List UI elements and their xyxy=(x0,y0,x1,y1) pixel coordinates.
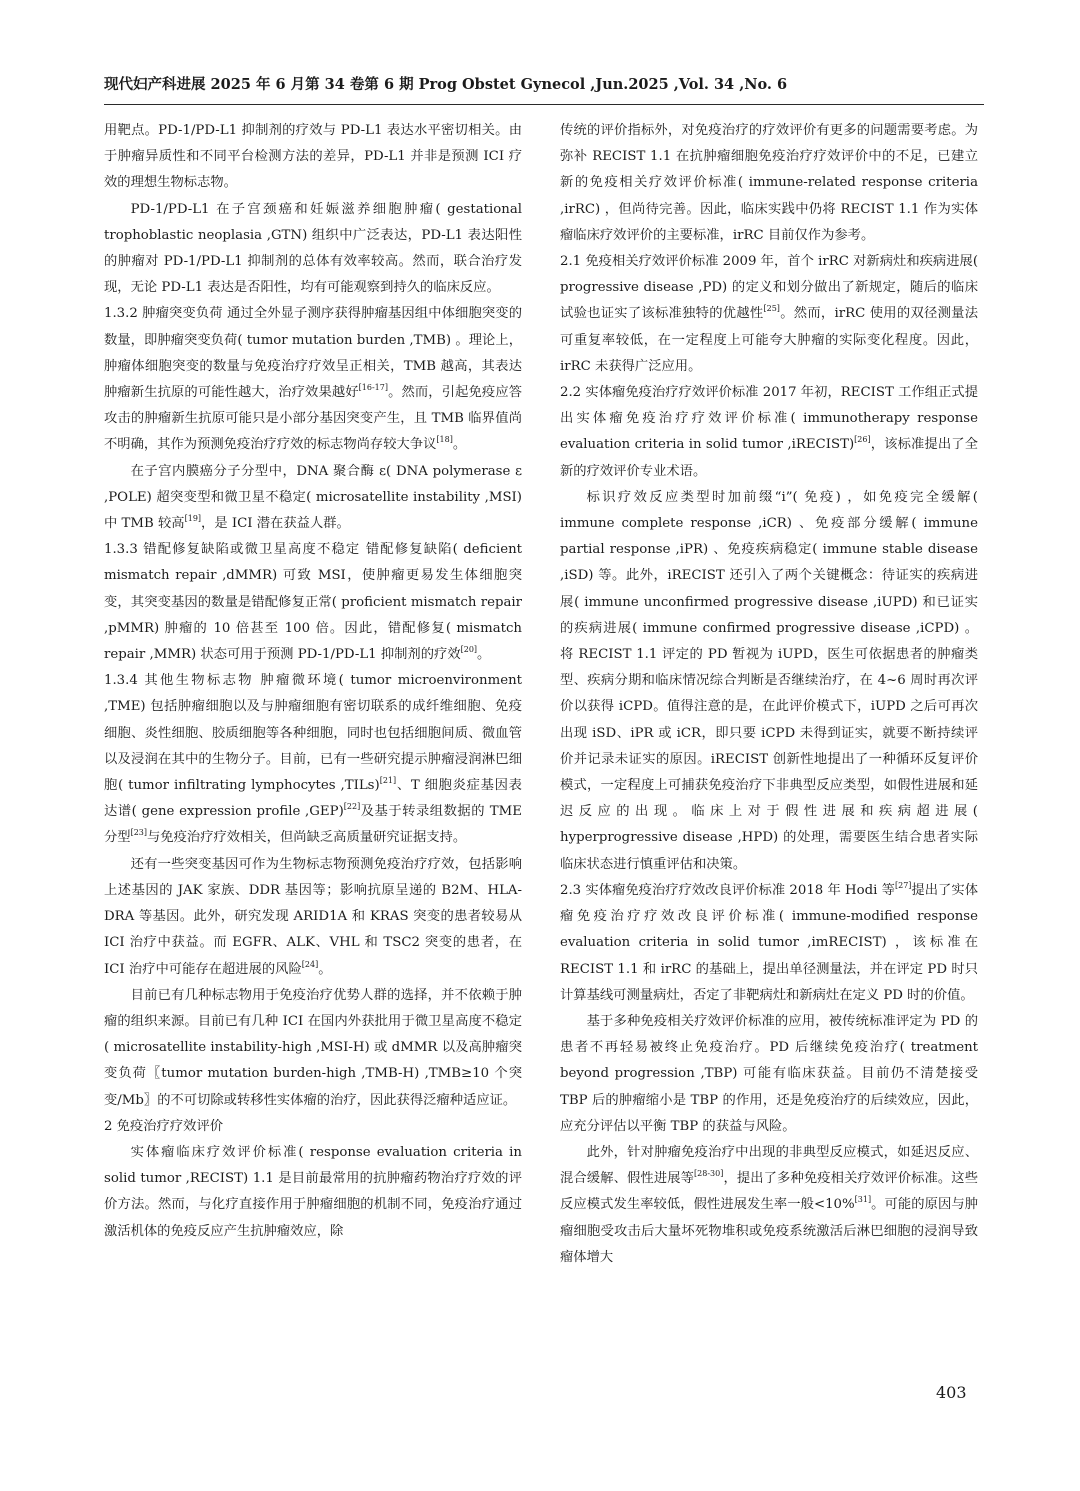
paragraph: 标识疗效反应类型时加前缀“i”( 免疫) ，如免疫完全缓解( immune complete response ,iCR) 、免疫部分缓解( immune partial response ,iPR) 、免疫疾病稳定( immune stable disease ,iSD) 等。此外，iRECIST 还引入了两个关键概念：待证实的疾病进展( immune unconfirmed progressive disease ,iUPD) 和已证实的疾病进展( immune confirmed progressive disease ,iCPD) 。将 RECIST 1.1 评定的 PD 暂视为 iUPD，医生可依据患者的肿瘤类型、疾病分期和临床情况综合判断是否继续治疗，在 4~6 周时再次评价以获得 iCPD。值得注意的是，在此评价模式下，iUPD 之后可再次出现 iSD、iPR 或 iCR，即只要 iCPD 未得到证实，就要不断持续评价并记录未证实的原因。iRECIST 创新性地提出了一种循环反复评价模式，一定程度上可捕获免疫治疗下非典型反应类型，如假性进展和延迟反应的出现。临床上对于假性进展和疾病超进展( hyperprogressive disease ,HPD) 的处理，需要医生结合患者实际临床状态进行慎重评估和决策。 xyxy=(560,489,978,872)
paragraph-text: 。可能的原因与肿瘤细胞受攻击后大量坏死物堆积或免疫系统激活后淋巴细胞的浸润导致瘤体增大 xyxy=(560,1197,978,1265)
section-heading: 1.3.4 其他生物标志物 xyxy=(104,673,254,689)
left-column xyxy=(104,118,522,1380)
section-heading: 1.3.3 错配修复缺陷或微卫星高度不稳定 xyxy=(104,542,361,558)
section-2-1 xyxy=(560,249,978,380)
paragraph-text: ，该标准提出了全新的疗效评价专业术语。 xyxy=(560,437,978,479)
section-1-3-4 xyxy=(104,668,522,851)
paragraph: 传统的评价指标外，对免疫治疗的疗效评价有更多的问题需要考虑。为弥补 RECIST 1.1 在抗肿瘤细胞免疫治疗疗效评价中的不足，已建立新的免疫相关疗效评价标准( immune-related response criteria ,irRC) ，但尚待完善。因此，临床实践中仍将 RECIST 1.1 作为实体瘤临床疗效评价的主要标准，irRC 目前仅作为参考。 xyxy=(560,123,978,243)
paragraph-text: 。然而，irRC 使用的双径测量法可重复率较低，在一定程度上可能夸大肿瘤的实际变化程度。因此，irRC 未获得广泛应用。 xyxy=(560,306,978,374)
section-1-3-3 xyxy=(104,537,522,668)
paragraph-text: 2017 年初，RECIST 工作组正式提出实体瘤免疫治疗疗效评价标准( immunotherapy response evaluation criteria in solid tumor ,iRECIST) xyxy=(560,385,978,453)
section-heading: 2.2 实体瘤免疫治疗疗效评价标准 xyxy=(560,385,759,401)
citation: [27] xyxy=(894,880,912,890)
paragraph-text: 在子宫内膜癌分子分型中，DNA 聚合酶 ε( DNA polymerase ε ,POLE) 超突变型和微卫星不稳定( microsatellite instability ,MSI) 中 TMB 较高 xyxy=(104,463,522,532)
paragraph-text: ，是 ICI 潜在获益人群。 xyxy=(201,516,350,532)
paragraph-text: 肿瘤微环境( tumor microenvironment ,TME) 包括肿瘤细胞以及与肿瘤细胞有密切联系的成纤维细胞、免疫细胞、炎性细胞、胶质细胞等各种细胞，同时也包括细胞间质、微血管以及浸润在其中的生物分子。目前，已有一些研究提示肿瘤浸润淋巴细胞( tumor infiltrating lymphocytes ,TILs) xyxy=(104,673,522,794)
paragraph-text: 。然而，引起免疫应答攻击的肿瘤新生抗原可能只是小部分基因突变产生，且 TMB 临界值尚不明确，其作为预测免疫治疗疗效的标志物尚存较大争议 xyxy=(104,385,522,453)
citation: [23] xyxy=(130,828,148,838)
paragraph-text: 提出了实体瘤免疫治疗疗效改良评价标准( immune-modified response evaluation criteria in solid tumor ,imRECIST) ，该标准在 RECIST 1.1 和 irRC 的基础上，提出单径测量法，并在评定 PD 时只计算基线可测量病灶，否定了非靶病灶和新病灶在定义 PD 时的价值。 xyxy=(560,882,978,1003)
citation: [25] xyxy=(763,304,780,314)
citation: [20] xyxy=(460,645,478,655)
citation: [31] xyxy=(854,1195,872,1205)
paragraph: 基于多种免疫相关疗效评价标准的应用，被传统标准评定为 PD 的患者不再轻易被终止免疫治疗。PD 后继续免疫治疗( treatment beyond progression ,TBP) 可能有临床获益。目前仍不清楚接受 TBP 后的肿瘤缩小是 TBP 的作用，还是免疫治疗的后续效应，因此，应充分评估以平衡 TBP 的获益与风险。 xyxy=(560,1013,978,1134)
right-column xyxy=(560,118,978,1380)
citation: [24] xyxy=(301,959,319,969)
paragraph: 目前已有几种标志物用于免疫治疗优势人群的选择，并不依赖于肿瘤的组织来源。目前已有几种 ICI 在国内外获批用于微卫星高度不稳定( microsatellite instability-high ,MSI-H) 或 dMMR 以及高肿瘤突变负荷〖tumor mutation burden-high ,TMB-H) ,TMB≥10 个突变/Mb〗的不可切除或转移性实体瘤的治疗，因此获得泛瘤种适应证。 xyxy=(104,987,522,1108)
section-1-3-2 xyxy=(104,301,522,458)
paragraph xyxy=(560,1140,978,1271)
paragraph-text: 、T 细胞炎症基因表达谱( gene expression profile ,GEP) xyxy=(104,778,522,820)
paragraph-text: 通过全外显子测序获得肿瘤基因组中体细胞突变的数量，即肿瘤突变负荷( tumor mutation burden ,TMB) 。理论上，肿瘤体细胞突变的数量与免疫治疗疗效呈正相关，TMB 越高，其表达肿瘤新生抗原的可能性越大，治疗效果越好 xyxy=(104,306,522,401)
paragraph-text: 。 xyxy=(477,647,491,663)
paragraph xyxy=(104,852,522,983)
page-number: 403 xyxy=(936,1383,967,1402)
paragraph-text: 还有一些突变基因可作为生物标志物预测免疫治疗疗效，包括影响上述基因的 JAK 家族、DDR 基因等；影响抗原呈递的 B2M、HLA-DRA 等基因。此外，研究发现 ARID1A 和 KRAS 突变的患者较易从 ICI 治疗中获益。而 EGFR、ALK、VHL 和 TSC2 突变的患者，在 ICI 治疗中可能存在超进展的风险 xyxy=(104,856,522,977)
citation: [19] xyxy=(184,514,202,524)
paragraph-text: 。 xyxy=(318,961,332,977)
paragraph-text: 2009 年，首个 irRC 对新病灶和疾病进展( progressive disease ,PD) 的定义和划分做出了新规定，随后的临床试验也证实了该标准独特的优越性 xyxy=(560,254,978,322)
paragraph-text: 与免疫治疗疗效相关，但尚缺乏高质量研究证据支持。 xyxy=(147,830,467,846)
running-header: 现代妇产科进展 2025 年 6 月第 34 卷第 6 期 Prog Obstet Gynecol ,Jun.2025 ,Vol. 34 ,No. 6 xyxy=(104,74,984,105)
paragraph-text: 及基于转录组数据的 TME 分型 xyxy=(104,804,522,846)
citation: [22] xyxy=(343,802,361,812)
paragraph: 实体瘤临床疗效评价标准( response evaluation criteria in solid tumor ,RECIST) 1.1 是目前最常用的抗肿瘤药物治疗疗效的评价方法。然而，与化疗直接作用于肿瘤细胞的机制不同，免疫治疗通过激活机体的免疫反应产生抗肿瘤效应，除 xyxy=(104,1144,522,1239)
citation: [26] xyxy=(854,435,871,445)
citation: [18] xyxy=(436,435,453,445)
paragraph: PD-1/PD-L1 在子宫颈癌和妊娠滋养细胞肿瘤( gestational trophoblastic neoplasia ,GTN) 组织中广泛表达，PD-L1 表达阳性的肿瘤对 PD-1/PD-L1 抑制剂的总体有效率较高。然而，联合治疗发现，无论 PD-L1 表达是否阳性，均有可能观察到持久的临床反应。 xyxy=(104,201,522,296)
paragraph xyxy=(104,459,522,538)
section-heading: 2.1 免疫相关疗效评价标准 xyxy=(560,254,719,270)
citation: [21] xyxy=(379,776,397,786)
citation: [16-17] xyxy=(358,383,388,393)
section-heading: 2.3 实体瘤免疫治疗疗效改良评价标准 xyxy=(560,882,786,898)
section-2-2 xyxy=(560,380,978,485)
paragraph-text: 2018 年 Hodi 等 xyxy=(785,882,895,898)
paragraph-text: 此外，针对肿瘤免疫治疗中出现的非典型反应模式，如延迟反应、混合缓解、假性进展等 xyxy=(560,1144,978,1187)
paragraph: 用靶点。PD-1/PD-L1 抑制剂的疗效与 PD-L1 表达水平密切相关。由于肿瘤异质性和不同平台检测方法的差异，PD-L1 并非是预测 ICI 疗效的理想生物标志物。 xyxy=(104,123,522,191)
paragraph-text: ，提出了多种免疫相关疗效评价标准。这些反应模式发生率较低，假性进展发生率一般<10% xyxy=(560,1171,978,1213)
citation: [28-30] xyxy=(694,1169,724,1179)
section-heading: 2 免疫治疗疗效评价 xyxy=(104,1118,224,1134)
paragraph-text: 错配修复缺陷( deficient mismatch repair ,dMMR) 可致 MSI，使肿瘤更易发生体细胞突变，其突变基因的数量是错配修复正常( proficient mismatch repair ,pMMR) 肿瘤的 10 倍甚至 100 倍。因此，错配修复( mismatch repair ,MMR) 状态可用于预测 PD-1/PD-L1 抑制剂的疗效 xyxy=(104,542,522,663)
paragraph-text: 。 xyxy=(452,437,467,453)
section-2-3 xyxy=(560,878,978,1009)
section-heading: 1.3.2 肿瘤突变负荷 xyxy=(104,306,223,322)
